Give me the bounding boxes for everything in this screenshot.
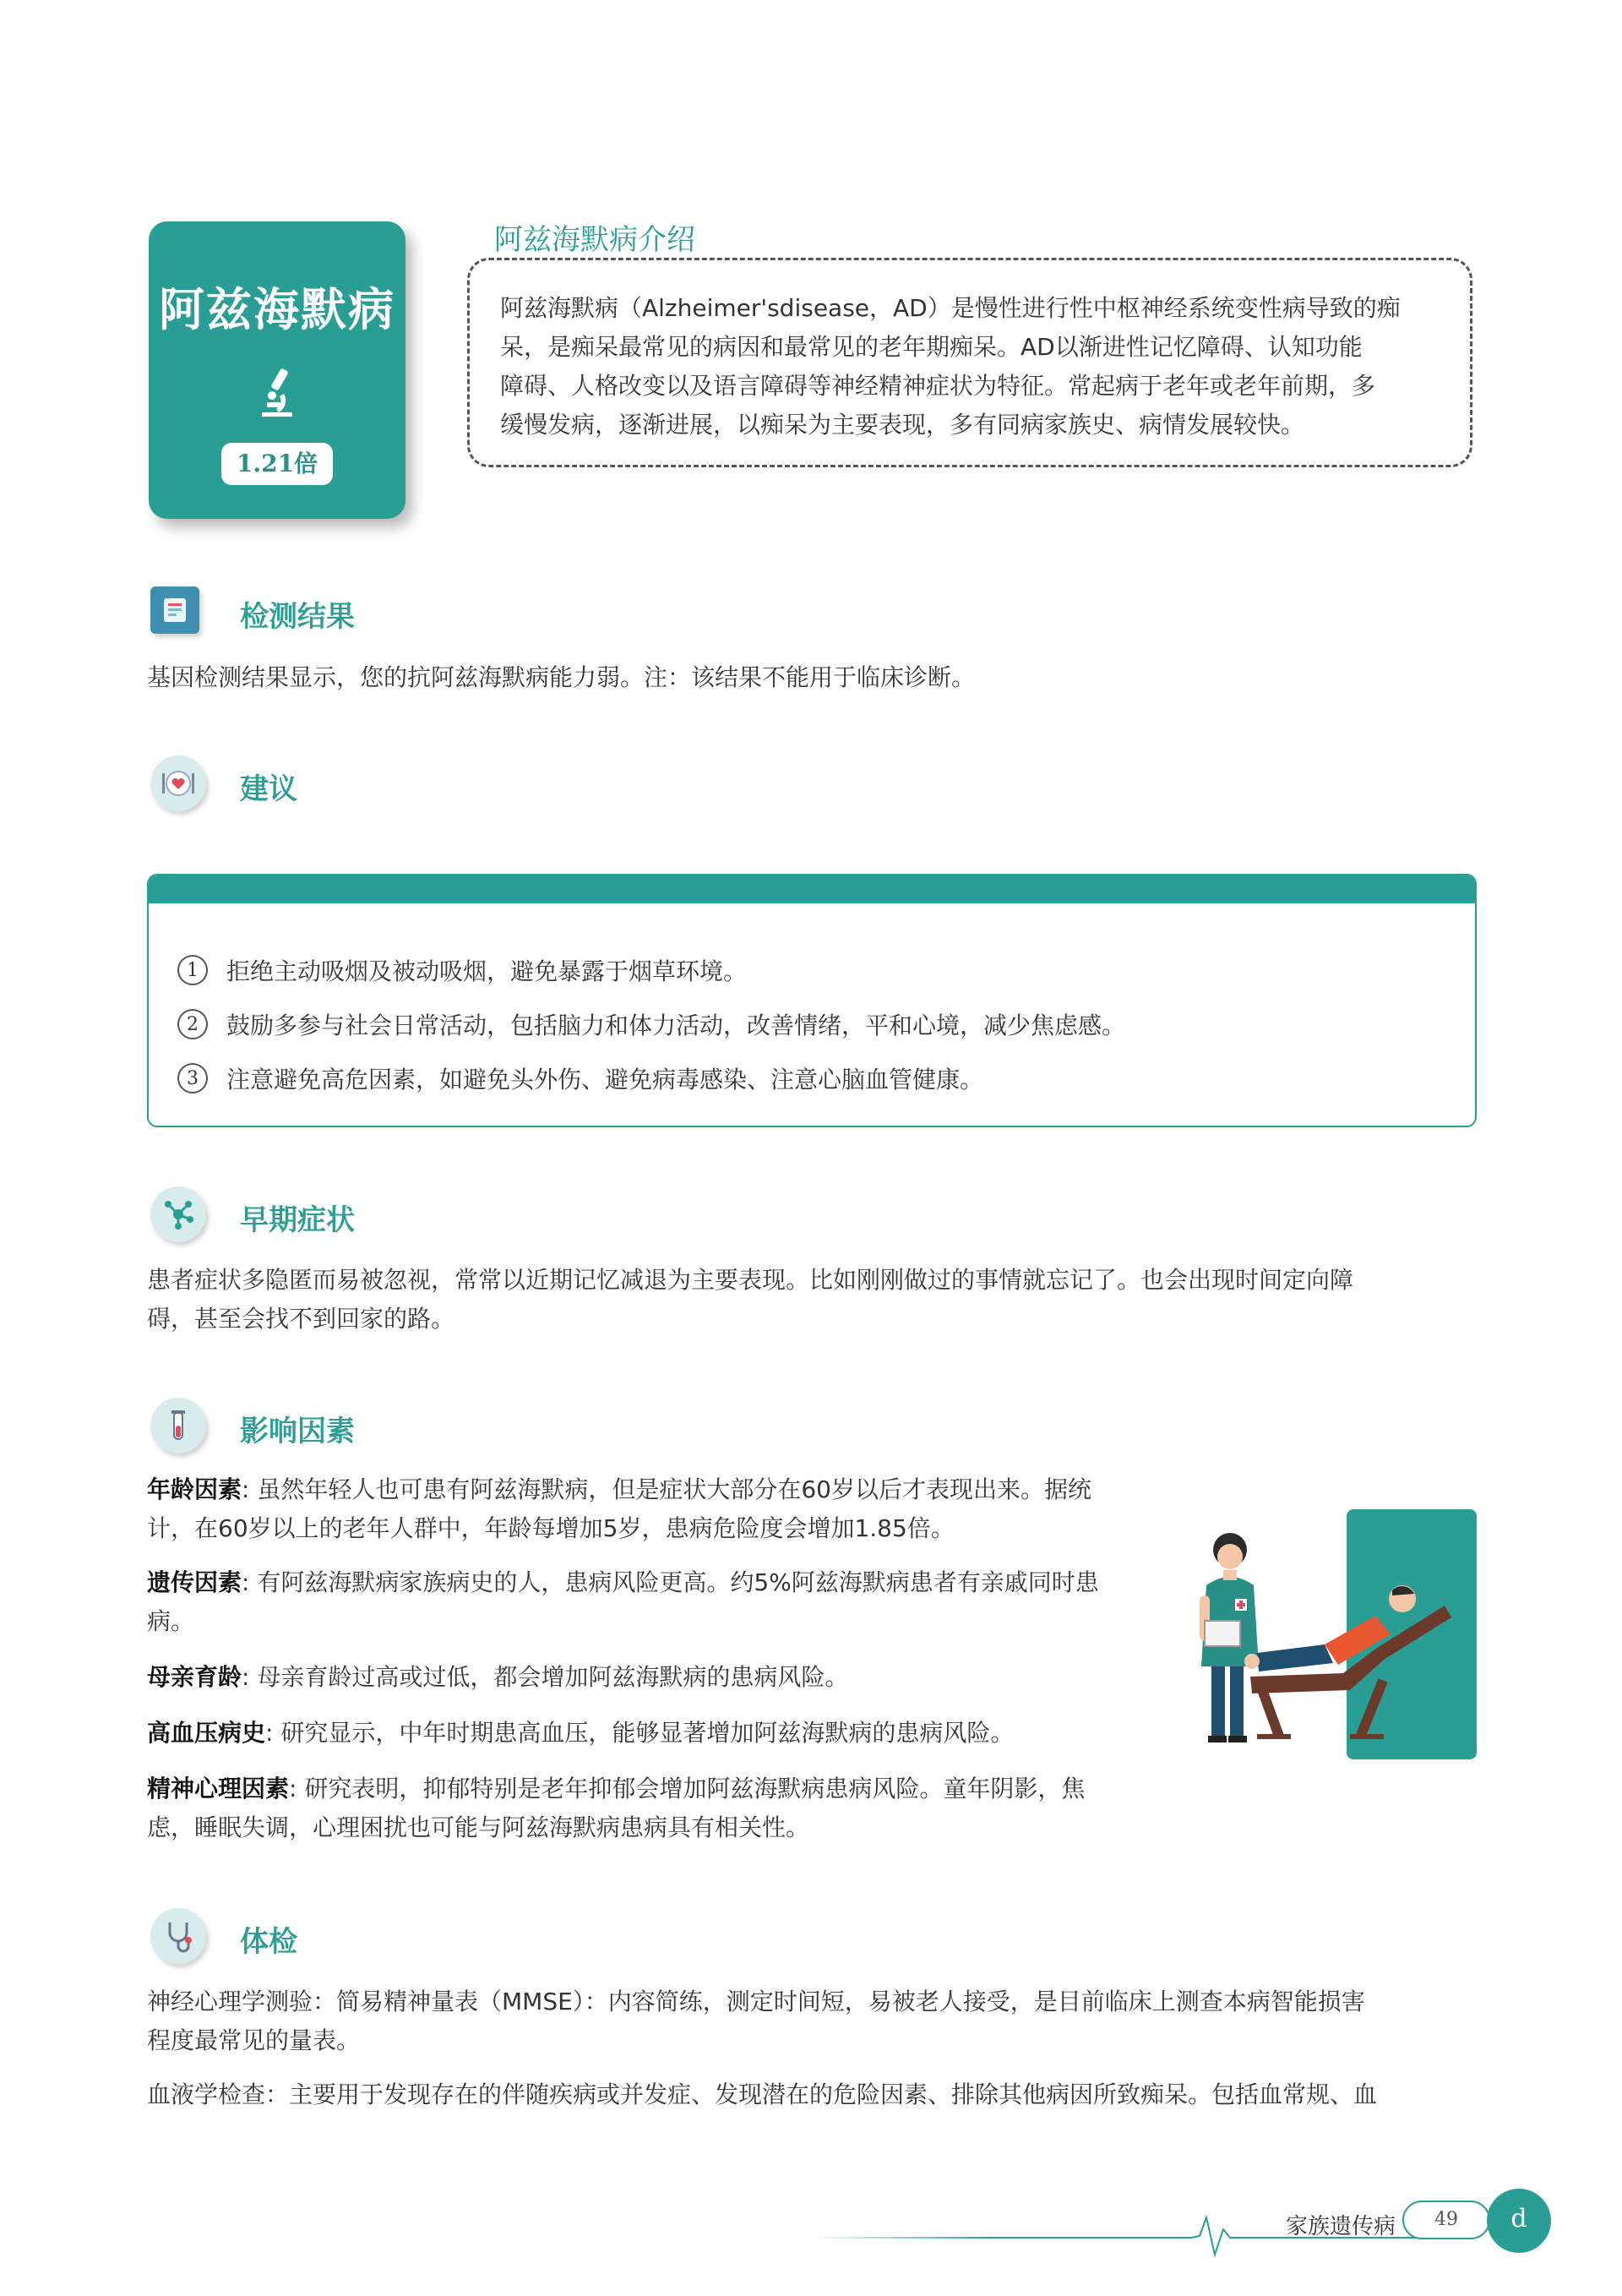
- factor-label: 年龄因素: [147, 1475, 242, 1503]
- intro-line: 呆，是痴呆最常见的病因和最常见的老年期痴呆。AD以渐进性记忆障碍、认知功能: [500, 333, 1363, 361]
- factor-text: : 虽然年轻人也可患有阿兹海默病，但是症状大部分在60岁以后才表现出来。据统: [242, 1475, 1091, 1503]
- factor-item: [147, 1714, 1161, 1753]
- factor-text: : 有阿兹海默病家族病史的人，患病风险更高。约5%阿兹海默病患者有亲戚同时患: [242, 1568, 1099, 1596]
- checkup-title: 体检: [240, 1925, 297, 1959]
- checkup-line: 神经心理学测验：简易精神量表（MMSE）：内容简练，测定时间短，易被老人接受，是目前临床上测查本病智能损害: [147, 1988, 1365, 2015]
- advice-number: 1: [177, 955, 208, 985]
- factor-item: [147, 1470, 1161, 1548]
- early-symptoms-line: 患者症状多隐匿而易被忽视，常常以近期记忆减退为主要表现。比如刚刚做过的事情就忘记了。也会出现时间定向障: [147, 1266, 1354, 1294]
- early-symptoms-text: [147, 1261, 1465, 1339]
- molecule-icon: [150, 1186, 206, 1242]
- factor-item: [147, 1563, 1161, 1641]
- plate-icon: [150, 755, 206, 811]
- advice-text: 拒绝主动吸烟及被动吸烟，避免暴露于烟草环境。: [226, 957, 748, 985]
- checkup-line: 程度最常见的量表。: [147, 2026, 361, 2054]
- advice-title: 建议: [240, 772, 297, 806]
- factor-label: 母亲育龄: [147, 1663, 242, 1691]
- advice-number: 2: [177, 1009, 208, 1039]
- factor-label: 精神心理因素: [147, 1775, 290, 1802]
- disease-card: [149, 221, 406, 519]
- page-number: 49: [1402, 2201, 1490, 2239]
- checkup-line: 血液学检查：主要用于发现存在的伴随疾病或并发症、发现潜在的危险因素、排除其他病因所致痴呆。包括血常规、血: [147, 2081, 1378, 2108]
- factor-text: 虑，睡眠失调，心理困扰也可能与阿兹海默病患病具有相关性。: [147, 1813, 810, 1841]
- microscope-icon: [250, 365, 304, 419]
- factors-title: 影响因素: [240, 1415, 355, 1448]
- intro-line: 阿兹海默病（Alzheimer'sdisease，AD）是慢性进行性中枢神经系统变性病导致的痴: [500, 294, 1401, 322]
- factor-label: 高血压病史: [147, 1719, 266, 1747]
- detection-title: 检测结果: [240, 600, 355, 634]
- report-icon: [150, 586, 199, 634]
- factor-text: 病。: [147, 1607, 195, 1635]
- intro-box: [467, 258, 1472, 467]
- intro-line: 缓慢发病，逐渐进展，以痴呆为主要表现，多有同病家族史、病情发展较快。: [500, 411, 1305, 439]
- ratio-badge: 1.21倍: [221, 443, 333, 485]
- factor-text: 计，在60岁以上的老年人群中，年龄每增加5岁，患病危险度会增加1.85倍。: [147, 1514, 955, 1542]
- advice-text: 注意避免高危因素，如避免头外伤、避免病毒感染、注意心脑血管健康。: [226, 1066, 984, 1093]
- advice-item: [177, 953, 747, 987]
- factor-item: [147, 1770, 1161, 1847]
- checkup-item: [147, 2075, 1473, 2114]
- page-letter-badge: d: [1487, 2189, 1551, 2253]
- advice-item: [177, 1007, 1125, 1041]
- stethoscope-icon: [150, 1908, 206, 1964]
- advice-band: [149, 875, 1475, 903]
- disease-title: 阿兹海默病: [159, 283, 395, 336]
- factor-label: 遗传因素: [147, 1568, 242, 1596]
- detection-text: 基因检测结果显示，您的抗阿兹海默病能力弱。注：该结果不能用于临床诊断。: [147, 663, 976, 691]
- patient-figure: [1244, 1585, 1451, 1739]
- factor-text: : 研究表明，抑郁特别是老年抑郁会增加阿兹海默病患病风险。童年阴影，焦: [289, 1775, 1086, 1802]
- early-symptoms-title: 早期症状: [240, 1203, 355, 1237]
- footer-title: 家族遗传病: [1286, 2214, 1396, 2239]
- advice-item: [177, 1061, 983, 1095]
- doctor-figure: [1200, 1533, 1259, 1742]
- checkup-item: [147, 1982, 1473, 2060]
- advice-box: [147, 874, 1477, 1127]
- intro-line: 障碍、人格改变以及语言障碍等神经精神症状为特征。常起病于老年或老年前期，多: [500, 372, 1376, 400]
- intro-heading: 阿兹海默病介绍: [494, 223, 695, 257]
- doctor-patient-illustration: [1181, 1526, 1460, 1754]
- advice-text: 鼓励多参与社会日常活动，包括脑力和体力活动，改善情绪，平和心境，减少焦虑感。: [226, 1012, 1126, 1039]
- test-tube-icon: [150, 1398, 206, 1453]
- intro-text: [500, 289, 1446, 444]
- factor-text: : 母亲育龄过高或过低，都会增加阿兹海默病的患病风险。: [242, 1663, 849, 1691]
- factor-item: [147, 1658, 1161, 1697]
- factor-text: : 研究显示，中年时期患高血压，能够显著增加阿兹海默病的患病风险。: [265, 1719, 1015, 1747]
- early-symptoms-line: 碍，甚至会找不到回家的路。: [147, 1305, 455, 1333]
- advice-number: 3: [177, 1063, 208, 1093]
